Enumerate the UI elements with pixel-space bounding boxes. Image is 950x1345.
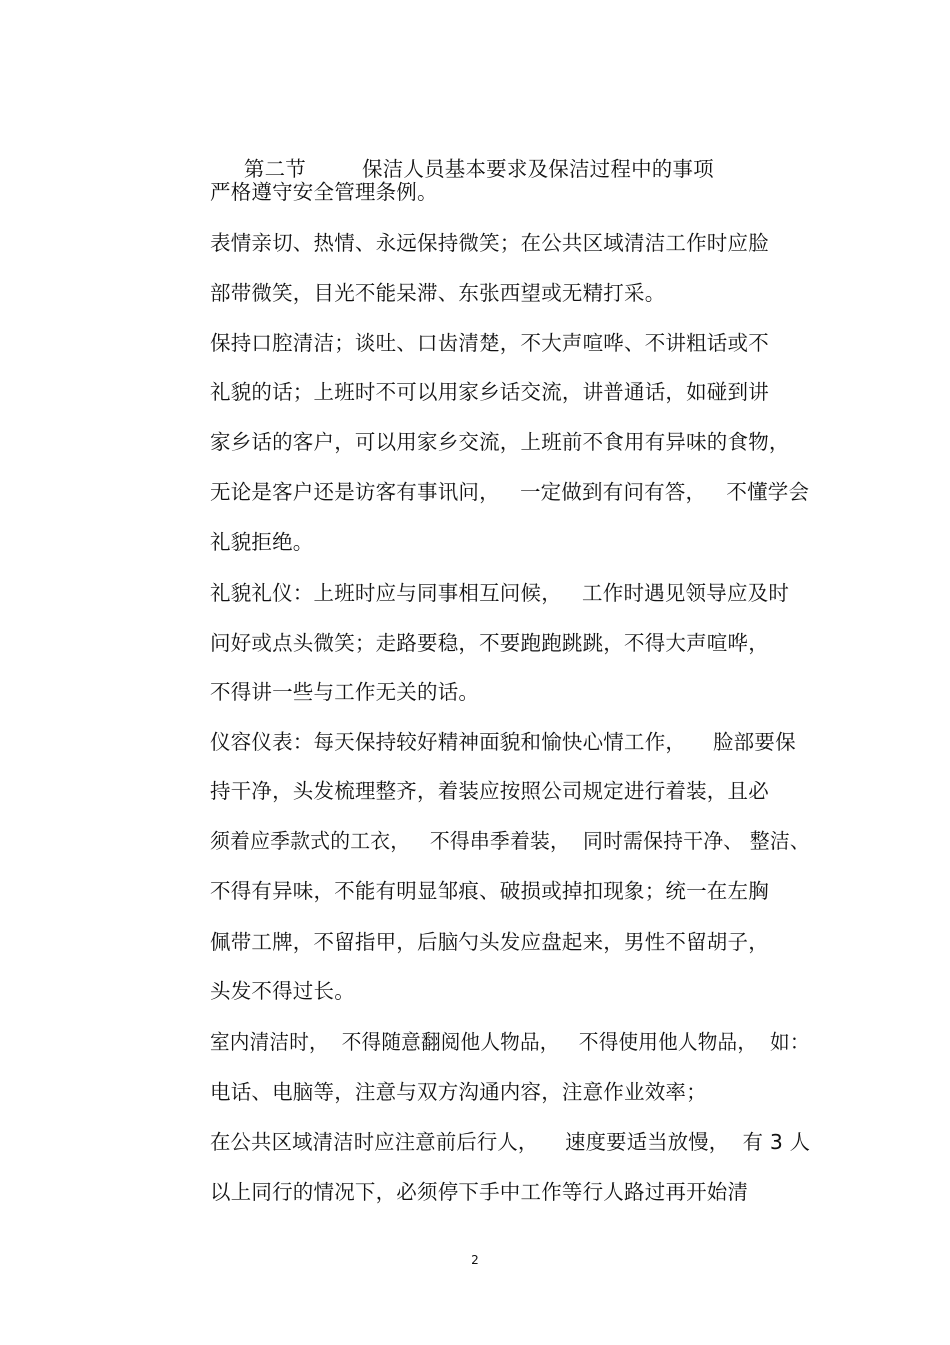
body-line: 礼貌礼仪：上班时应与同事相互问候， 工作时遇见领导应及时 [210, 581, 790, 605]
section-title: 保洁人员基本要求及保洁过程中的事项 [361, 157, 714, 181]
body-line: 电话、电脑等，注意与双方沟通内容，注意作业效率； [210, 1080, 707, 1104]
body-line: 无论是客户还是访客有事讯问， 一定做到有问有答， 不懂学会 [210, 480, 810, 504]
body-line: 礼貌的话；上班时不可以用家乡话交流，讲普通话，如碰到讲 [210, 380, 769, 404]
body-line: 部带微笑，目光不能呆滞、东张西望或无精打采。 [210, 281, 666, 305]
body-line: 在公共区域清洁时应注意前后行人， 速度要适当放慢， 有 3 人 [210, 1130, 811, 1154]
body-line: 头发不得过长。 [210, 979, 355, 1003]
body-line: 严格遵守安全管理条例。 [210, 180, 438, 204]
body-line: 表情亲切、热情、永远保持微笑；在公共区域清洁工作时应脸 [210, 231, 769, 255]
body-line: 以上同行的情况下，必须停下手中工作等行人路过再开始清 [210, 1180, 749, 1204]
body-line: 须着应季款式的工衣， 不得串季着装， 同时需保持干净、 整洁、 [210, 829, 810, 853]
body-line: 礼貌拒绝。 [210, 530, 314, 554]
body-line: 家乡话的客户，可以用家乡交流，上班前不食用有异味的食物， [210, 430, 790, 454]
body-line: 保持口腔清洁；谈吐、口齿清楚，不大声喧哗、不讲粗话或不 [210, 331, 769, 355]
body-line: 室内清洁时， 不得随意翻阅他人物品， 不得使用他人物品， 如： [210, 1030, 810, 1054]
body-line: 佩带工牌，不留指甲，后脑勺头发应盘起来，男性不留胡子， [210, 930, 769, 954]
body-line: 仪容仪表：每天保持较好精神面貌和愉快心情工作， 脸部要保 [210, 730, 796, 754]
page-number: 2 [471, 1253, 479, 1267]
body-line: 不得有异味，不能有明显邹痕、破损或掉扣现象；统一在左胸 [210, 879, 769, 903]
body-line: 不得讲一些与工作无关的话。 [210, 680, 480, 704]
section-number: 第二节 [243, 157, 306, 181]
body-line: 持干净，头发梳理整齐，着装应按照公司规定进行着装，且必 [210, 779, 769, 803]
body-line: 问好或点头微笑；走路要稳，不要跑跑跳跳，不得大声喧哗， [210, 631, 769, 655]
